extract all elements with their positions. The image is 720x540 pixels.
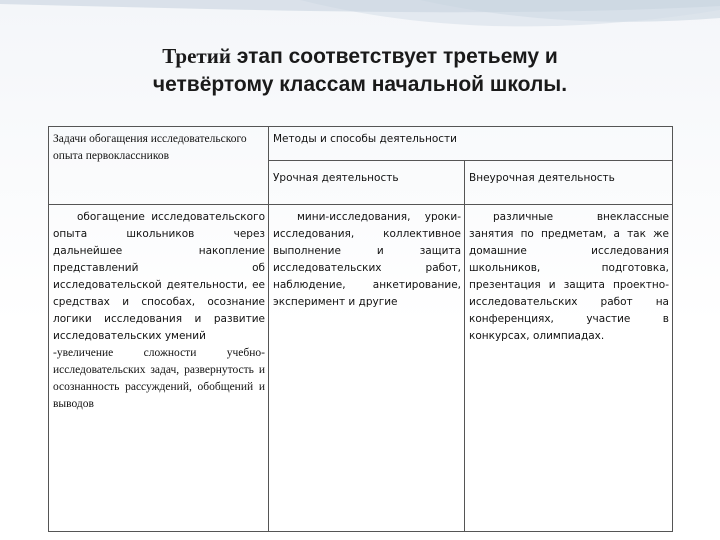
tasks-cell [49,205,269,532]
lesson-activity-header: Урочная деятельность [269,161,465,205]
methods-header-cell: Методы и способы деятельности [269,127,673,161]
title-line2: четвёртому классам начальной школы. [152,73,568,96]
tasks-header-cell: Задачи обогащения исследовательского опыта первоклассников [49,127,269,205]
tasks-text-main: обогащение исследовательского опыта школьников через дальнейшее накопление представлений об исследовательской деятельности, ее средствах и способах, осознание логики исследования и развитие исследовательских умений [53,211,265,342]
extracurricular-activity-cell: различные внеклассные занятия по предметам, а так же домашние исследования школьников, подготовка, презентация и защита проектно- исследовательских работ на конференциях, участие в конкурсах, олимпиадах. [465,205,673,532]
title-line1-rest: этап соответствует третьему и [236,45,558,68]
lesson-activity-cell: мини-исследования, уроки-исследования, коллективное выполнение и защита исследовательских работ, наблюдение, анкетирование, эксперимент и другие [269,205,465,532]
tasks-text-extra: -увеличение сложности учебно-исследовательских задач, развернутость и осознанность рассуждений, обобщений и выводов [53,347,265,410]
title-first-word: Третий [162,44,231,68]
activities-table [48,126,673,532]
table-body-row [49,205,673,532]
page-title [40,42,680,99]
table-header-row [49,127,673,161]
extracurricular-activity-header: Внеурочная деятельность [465,161,673,205]
